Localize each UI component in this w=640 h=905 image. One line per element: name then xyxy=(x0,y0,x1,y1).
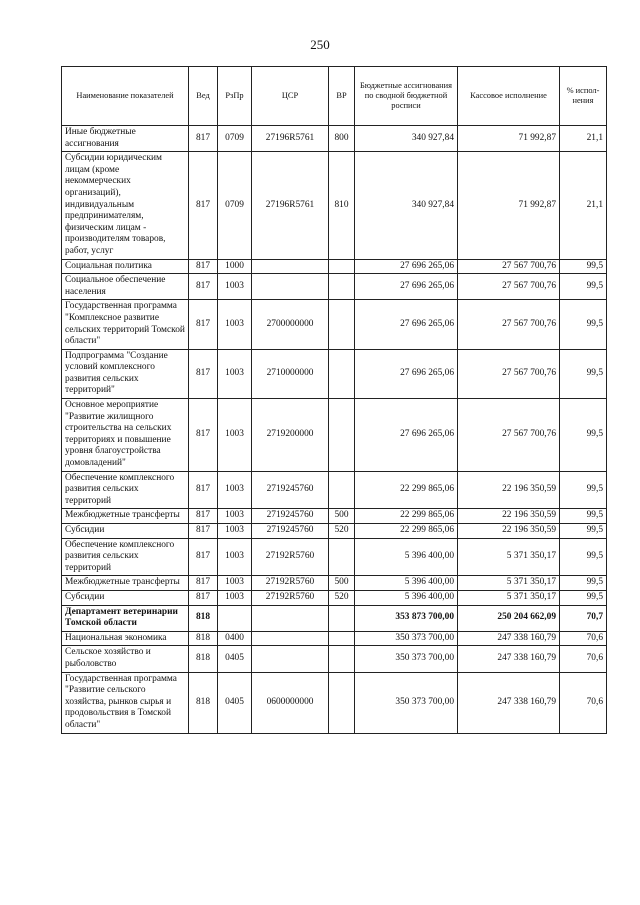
cell-budget: 5 396 400,00 xyxy=(355,590,458,605)
cell-cash: 247 338 160,79 xyxy=(458,631,560,646)
cell-rzpr: 0405 xyxy=(218,672,252,733)
cell-pct: 99,5 xyxy=(560,399,607,472)
cell-ved: 818 xyxy=(189,672,218,733)
cell-rzpr: 1003 xyxy=(218,509,252,524)
cell-pct: 21,1 xyxy=(560,152,607,259)
header-pct: % испол-нения xyxy=(560,67,607,126)
cell-budget: 22 299 865,06 xyxy=(355,471,458,509)
cell-budget: 350 373 700,00 xyxy=(355,631,458,646)
cell-rzpr: 1003 xyxy=(218,524,252,539)
cell-vr xyxy=(329,538,355,576)
cell-ved: 817 xyxy=(189,152,218,259)
cell-rzpr: 1003 xyxy=(218,590,252,605)
cell-csr: 27192R5760 xyxy=(252,538,329,576)
cell-pct: 70,6 xyxy=(560,646,607,672)
table-row xyxy=(62,672,607,733)
cell-budget: 5 396 400,00 xyxy=(355,538,458,576)
header-name: Наименование показателей xyxy=(62,67,189,126)
cell-budget: 350 373 700,00 xyxy=(355,672,458,733)
cell-vr xyxy=(329,259,355,274)
cell-pct: 99,5 xyxy=(560,471,607,509)
cell-name: Иные бюджетные ассигнования xyxy=(62,126,189,152)
cell-csr xyxy=(252,274,329,300)
cell-cash: 5 371 350,17 xyxy=(458,576,560,591)
cell-csr xyxy=(252,605,329,631)
cell-pct: 99,5 xyxy=(560,524,607,539)
table-row xyxy=(62,590,607,605)
cell-budget: 22 299 865,06 xyxy=(355,524,458,539)
cell-csr: 27192R5760 xyxy=(252,590,329,605)
cell-pct: 99,5 xyxy=(560,538,607,576)
cell-cash: 5 371 350,17 xyxy=(458,590,560,605)
cell-csr: 2719200000 xyxy=(252,399,329,472)
cell-ved: 817 xyxy=(189,126,218,152)
table-row xyxy=(62,646,607,672)
cell-ved: 817 xyxy=(189,509,218,524)
cell-cash: 71 992,87 xyxy=(458,152,560,259)
cell-rzpr: 0709 xyxy=(218,152,252,259)
cell-budget: 340 927,84 xyxy=(355,126,458,152)
cell-rzpr: 1003 xyxy=(218,399,252,472)
cell-csr: 2700000000 xyxy=(252,300,329,349)
cell-budget: 27 696 265,06 xyxy=(355,259,458,274)
cell-vr xyxy=(329,471,355,509)
cell-csr xyxy=(252,259,329,274)
cell-cash: 22 196 350,59 xyxy=(458,471,560,509)
cell-cash: 22 196 350,59 xyxy=(458,509,560,524)
cell-ved: 817 xyxy=(189,259,218,274)
table-row xyxy=(62,126,607,152)
header-rzpr: РзПр xyxy=(218,67,252,126)
cell-csr: 2719245760 xyxy=(252,509,329,524)
header-cash: Кассовое исполнение xyxy=(458,67,560,126)
cell-name: Государственная программа "Развитие сельского хозяйства, рынков сырья и продовольствия в Томской области" xyxy=(62,672,189,733)
cell-ved: 817 xyxy=(189,471,218,509)
cell-rzpr: 0400 xyxy=(218,631,252,646)
cell-vr xyxy=(329,605,355,631)
cell-ved: 817 xyxy=(189,590,218,605)
cell-vr xyxy=(329,300,355,349)
cell-name: Субсидии xyxy=(62,590,189,605)
table-row xyxy=(62,300,607,349)
cell-name: Государственная программа "Комплексное развитие сельских территорий Томской области" xyxy=(62,300,189,349)
cell-vr: 500 xyxy=(329,509,355,524)
table-row xyxy=(62,349,607,398)
cell-rzpr: 0405 xyxy=(218,646,252,672)
cell-ved: 818 xyxy=(189,605,218,631)
cell-pct: 70,7 xyxy=(560,605,607,631)
cell-rzpr: 0709 xyxy=(218,126,252,152)
cell-cash: 250 204 662,09 xyxy=(458,605,560,631)
cell-pct: 99,5 xyxy=(560,576,607,591)
table-row xyxy=(62,538,607,576)
cell-budget: 350 373 700,00 xyxy=(355,646,458,672)
cell-csr: 2710000000 xyxy=(252,349,329,398)
cell-ved: 818 xyxy=(189,631,218,646)
cell-budget: 340 927,84 xyxy=(355,152,458,259)
table-header-row xyxy=(62,67,607,126)
cell-vr xyxy=(329,399,355,472)
cell-name: Сельское хозяйство и рыболовство xyxy=(62,646,189,672)
cell-ved: 817 xyxy=(189,524,218,539)
cell-budget: 27 696 265,06 xyxy=(355,300,458,349)
cell-vr: 800 xyxy=(329,126,355,152)
cell-csr: 27196R5761 xyxy=(252,126,329,152)
cell-csr: 2719245760 xyxy=(252,524,329,539)
cell-rzpr xyxy=(218,605,252,631)
cell-vr xyxy=(329,631,355,646)
budget-execution-table xyxy=(61,66,607,734)
cell-ved: 817 xyxy=(189,399,218,472)
cell-vr: 520 xyxy=(329,524,355,539)
cell-pct: 99,5 xyxy=(560,349,607,398)
cell-name: Департамент ветеринарии Томской области xyxy=(62,605,189,631)
cell-ved: 817 xyxy=(189,538,218,576)
cell-budget: 22 299 865,06 xyxy=(355,509,458,524)
cell-vr xyxy=(329,274,355,300)
cell-ved: 817 xyxy=(189,349,218,398)
cell-pct: 99,5 xyxy=(560,259,607,274)
header-budget: Бюджетные ассигнования по сводной бюджетной росписи xyxy=(355,67,458,126)
cell-ved: 817 xyxy=(189,300,218,349)
cell-cash: 27 567 700,76 xyxy=(458,274,560,300)
cell-vr xyxy=(329,646,355,672)
table-row xyxy=(62,274,607,300)
cell-pct: 21,1 xyxy=(560,126,607,152)
cell-pct: 99,5 xyxy=(560,300,607,349)
table-row xyxy=(62,259,607,274)
cell-budget: 5 396 400,00 xyxy=(355,576,458,591)
table-row xyxy=(62,509,607,524)
cell-rzpr: 1003 xyxy=(218,300,252,349)
cell-cash: 27 567 700,76 xyxy=(458,349,560,398)
cell-name: Межбюджетные трансферты xyxy=(62,509,189,524)
cell-rzpr: 1003 xyxy=(218,538,252,576)
cell-csr: 27196R5761 xyxy=(252,152,329,259)
cell-name: Субсидии xyxy=(62,524,189,539)
cell-rzpr: 1003 xyxy=(218,471,252,509)
cell-cash: 5 371 350,17 xyxy=(458,538,560,576)
cell-cash: 27 567 700,76 xyxy=(458,259,560,274)
cell-cash: 22 196 350,59 xyxy=(458,524,560,539)
cell-rzpr: 1003 xyxy=(218,274,252,300)
cell-name: Основное мероприятие "Развитие жилищного строительства на сельских территориях и повышение уровня благоустройства домовладений" xyxy=(62,399,189,472)
cell-ved: 817 xyxy=(189,576,218,591)
cell-ved: 817 xyxy=(189,274,218,300)
cell-pct: 70,6 xyxy=(560,631,607,646)
cell-name: Социальная политика xyxy=(62,259,189,274)
cell-budget: 27 696 265,06 xyxy=(355,274,458,300)
cell-csr xyxy=(252,631,329,646)
cell-name: Субсидии юридическим лицам (кроме некоммерческих организаций), индивидуальным предпринимателям, физическим лицам - производителям товаров, работ, услуг xyxy=(62,152,189,259)
cell-budget: 27 696 265,06 xyxy=(355,399,458,472)
table-row xyxy=(62,524,607,539)
cell-cash: 247 338 160,79 xyxy=(458,672,560,733)
cell-cash: 247 338 160,79 xyxy=(458,646,560,672)
cell-vr xyxy=(329,349,355,398)
cell-pct: 99,5 xyxy=(560,509,607,524)
cell-cash: 71 992,87 xyxy=(458,126,560,152)
cell-rzpr: 1000 xyxy=(218,259,252,274)
cell-name: Национальная экономика xyxy=(62,631,189,646)
table-row xyxy=(62,471,607,509)
cell-csr: 2719245760 xyxy=(252,471,329,509)
table-body xyxy=(62,126,607,734)
cell-name: Подпрограмма "Создание условий комплексного развития сельских территорий" xyxy=(62,349,189,398)
table-row xyxy=(62,631,607,646)
header-vr: ВР xyxy=(329,67,355,126)
cell-name: Социальное обеспечение населения xyxy=(62,274,189,300)
cell-pct: 99,5 xyxy=(560,590,607,605)
header-ved: Вед xyxy=(189,67,218,126)
page-number: 250 xyxy=(310,37,330,52)
cell-budget: 27 696 265,06 xyxy=(355,349,458,398)
cell-name: Обеспечение комплексного развития сельских территорий xyxy=(62,471,189,509)
cell-name: Обеспечение комплексного развития сельских территорий xyxy=(62,538,189,576)
cell-budget: 353 873 700,00 xyxy=(355,605,458,631)
cell-csr: 27192R5760 xyxy=(252,576,329,591)
cell-vr: 520 xyxy=(329,590,355,605)
header-csr: ЦСР xyxy=(252,67,329,126)
cell-vr: 810 xyxy=(329,152,355,259)
cell-name: Межбюджетные трансферты xyxy=(62,576,189,591)
cell-pct: 70,6 xyxy=(560,672,607,733)
cell-vr xyxy=(329,672,355,733)
table-row xyxy=(62,399,607,472)
cell-csr: 0600000000 xyxy=(252,672,329,733)
cell-cash: 27 567 700,76 xyxy=(458,300,560,349)
cell-pct: 99,5 xyxy=(560,274,607,300)
cell-ved: 818 xyxy=(189,646,218,672)
cell-rzpr: 1003 xyxy=(218,576,252,591)
table-row xyxy=(62,605,607,631)
cell-vr: 500 xyxy=(329,576,355,591)
cell-rzpr: 1003 xyxy=(218,349,252,398)
cell-csr xyxy=(252,646,329,672)
table-row xyxy=(62,576,607,591)
table-row xyxy=(62,152,607,259)
cell-cash: 27 567 700,76 xyxy=(458,399,560,472)
